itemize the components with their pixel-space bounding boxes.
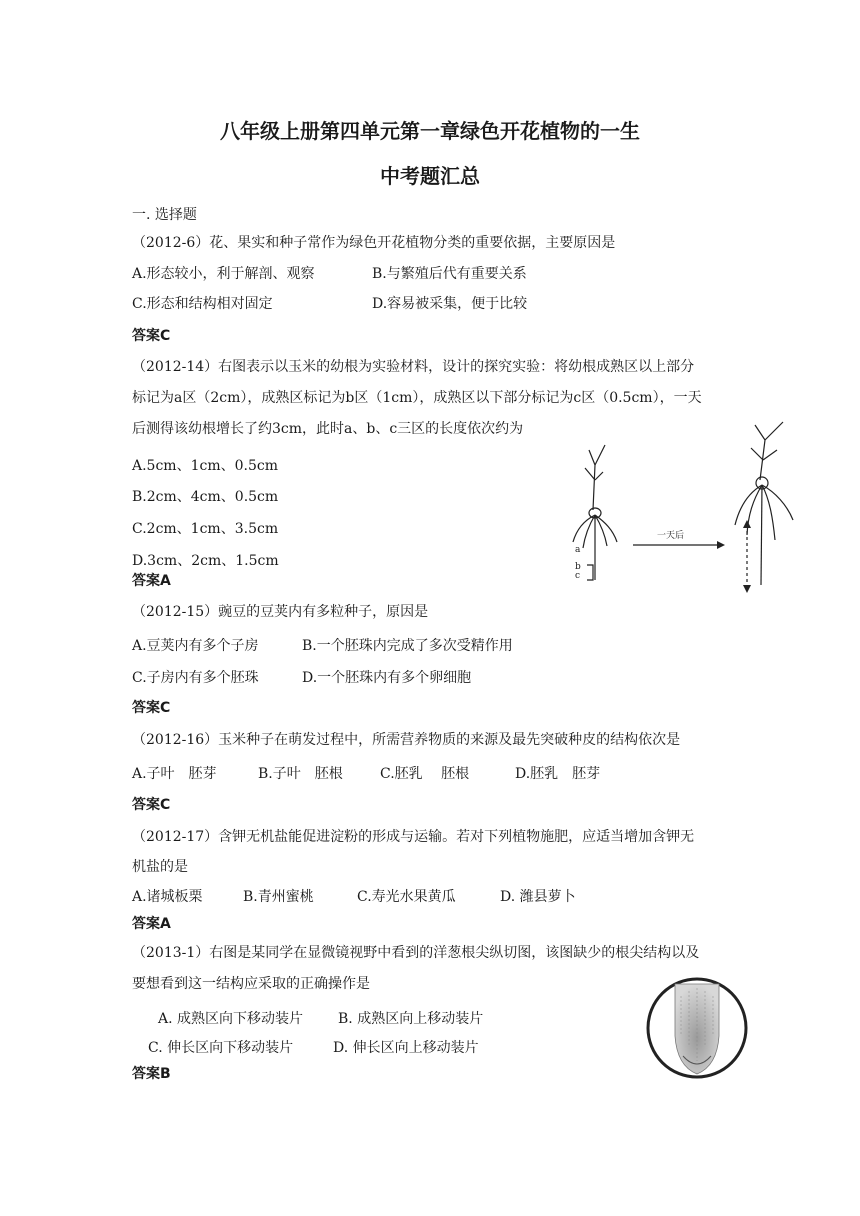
fig-label-b: b xyxy=(575,562,581,572)
q1-answer: 答案C xyxy=(132,328,171,344)
q2-answer: 答案A xyxy=(132,573,171,589)
section-heading: 一. 选择题 xyxy=(132,207,197,223)
q6-answer: 答案B xyxy=(132,1066,171,1082)
q6-option-d: D. 伸长区向上移动装片 xyxy=(333,1040,479,1056)
q5-option-a: A.诸城板栗 xyxy=(132,889,203,905)
q2-option-b: B.2cm、4cm、0.5cm xyxy=(132,489,279,505)
q1-option-b: B.与繁殖后代有重要关系 xyxy=(372,266,527,282)
q6-option-a: A. 成熟区向下移动装片 xyxy=(158,1011,304,1027)
fig-arrow-label: 一天后 xyxy=(657,531,685,541)
q6-option-c: C. 伸长区向下移动装片 xyxy=(148,1040,294,1056)
q4-answer: 答案C xyxy=(132,797,171,813)
q2-stem-line3: 后测得该幼根增长了约3cm，此时a、b、c三区的长度依次约为 xyxy=(132,421,524,437)
q3-answer: 答案C xyxy=(132,700,171,716)
q1-option-a: A.形态较小，利于解剖、观察 xyxy=(132,266,315,282)
q3-option-a: A.豆荚内有多个子房 xyxy=(132,638,259,654)
q6-option-b: B. 成熟区向上移动装片 xyxy=(338,1011,484,1027)
q4-option-c: C.胚乳 胚根 xyxy=(380,766,470,782)
q2-option-c: C.2cm、1cm、3.5cm xyxy=(132,521,279,537)
q3-option-c: C.子房内有多个胚珠 xyxy=(132,670,259,686)
q3-option-b: B.一个胚珠内完成了多次受精作用 xyxy=(302,638,513,654)
q5-option-c: C.寿光水果黄瓜 xyxy=(357,889,456,905)
q5-stem-line1: （2012-17）含钾无机盐能促进淀粉的形成与运输。若对下列植物施肥，应适当增加含钾无 xyxy=(132,829,695,845)
q2-stem-line1: （2012-14）右图表示以玉米的幼根为实验材料，设计的探究实验：将幼根成熟区以上部分 xyxy=(132,359,695,375)
q5-option-d: D. 潍县萝卜 xyxy=(500,889,576,905)
q2-option-d: D.3cm、2cm、1.5cm xyxy=(132,553,279,569)
q6-stem-line2: 要想看到这一结构应采取的正确操作是 xyxy=(132,976,370,992)
q4-option-d: D.胚乳 胚芽 xyxy=(515,766,601,782)
corn-root-figure xyxy=(555,420,815,595)
q5-stem-line2: 机盐的是 xyxy=(132,859,188,875)
q2-stem-line2: 标记为a区（2cm），成熟区标记为b区（1cm），成熟区以下部分标记为c区（0.5cm），一天 xyxy=(132,390,702,406)
q5-answer: 答案A xyxy=(132,916,171,932)
q2-option-a: A.5cm、1cm、0.5cm xyxy=(132,458,278,474)
q1-option-c: C.形态和结构相对固定 xyxy=(132,296,273,312)
q1-stem: （2012-6）花、果实和种子常作为绿色开花植物分类的重要依据，主要原因是 xyxy=(132,235,616,251)
q3-stem: （2012-15）豌豆的豆荚内有多粒种子，原因是 xyxy=(132,604,429,620)
q4-option-b: B.子叶 胚根 xyxy=(258,766,343,782)
root-tip-micrograph xyxy=(645,976,749,1080)
q4-stem: （2012-16）玉米种子在萌发过程中，所需营养物质的来源及最先突破种皮的结构依次是 xyxy=(132,732,681,748)
fig-label-a: a xyxy=(575,545,581,555)
q1-option-d: D.容易被采集，便于比较 xyxy=(372,296,528,312)
page-subtitle: 中考题汇总 xyxy=(380,164,480,188)
q6-stem-line1: （2013-1）右图是某同学在显微镜视野中看到的洋葱根尖纵切图，该图缺少的根尖结构以及 xyxy=(132,945,700,961)
q5-option-b: B.青州蜜桃 xyxy=(243,889,314,905)
page-title: 八年级上册第四单元第一章绿色开花植物的一生 xyxy=(220,119,640,143)
q3-option-d: D.一个胚珠内有多个卵细胞 xyxy=(302,670,472,686)
q4-option-a: A.子叶 胚芽 xyxy=(132,766,217,782)
fig-label-c: c xyxy=(575,571,581,581)
